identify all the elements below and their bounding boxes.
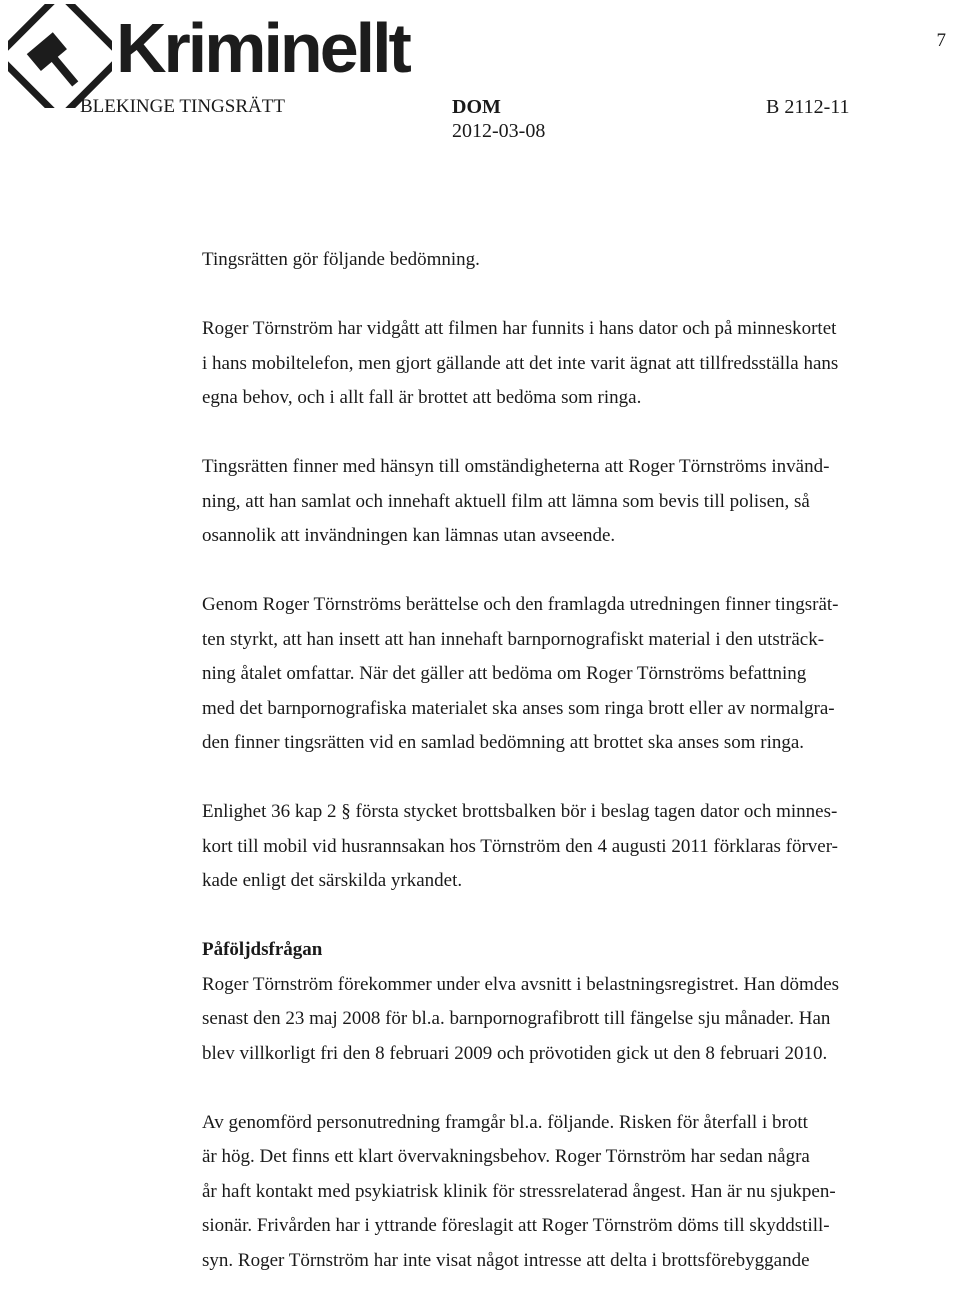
text-line: senast den 23 maj 2008 för bl.a. barnpornografibrott till fängelse sju månader. Han [202,1008,831,1029]
text-line: Genom Roger Törnströms berättelse och den framlagda utredningen finner tingsrät- [202,594,839,615]
text-line: blev villkorligt fri den 8 februari 2009 och prövotiden gick ut den 8 februari 2010. [202,1042,828,1064]
document-body [202,243,892,1278]
paragraph-2 [202,312,892,416]
text-line: Tingsrätten gör följande bedömning. [202,249,480,270]
text-line: kort till mobil vid husrannsakan hos Törnström den 4 augusti 2011 förklaras förver- [202,835,839,857]
paragraph-5 [202,795,892,899]
text-line: Tingsrätten finner med hänsyn till omständigheterna att Roger Törnströms invänd- [202,456,830,477]
kriminellt-logo [8,4,409,108]
text-line: sionär. Frivården har i yttrande föreslagit att Roger Törnström döms till skyddstill- [202,1215,830,1236]
text-line: med det barnpornografiska materialet ska anses som ringa brott eller av normalgra- [202,697,835,719]
header-date: 2012-03-08 [452,120,546,142]
text-line: egna behov, och i allt fall är brottet att bedöma som ringa. [202,387,642,408]
text-line: Enlighet 36 kap 2 § första stycket brottsbalken bör i beslag tagen dator och minnes- [202,801,838,822]
page-number: 7 [936,30,946,51]
text-line: är hög. Det finns ett klart övervakningsbehov. Roger Törnström har sedan några [202,1146,810,1167]
header-doc-type: DOM [452,96,501,118]
section-heading: Påföljdsfrågan [202,939,323,960]
text-line: osannolik att invändningen kan lämnas utan avseende. [202,525,616,546]
text-line: ning åtalet omfattar. När det gäller att bedöma om Roger Törnströms befattning [202,663,807,684]
text-line: syn. Roger Törnström har inte visat något intresse att delta i brottsförebyggande [202,1249,810,1271]
text-line: ten styrkt, att han insett att han innehaft barnpornografiskt material i den utsträck- [202,628,825,650]
paragraph-1 [202,243,892,278]
text-line: ning, att han samlat och innehaft aktuell film att lämna som bevis till polisen, så [202,490,810,512]
paragraph-3 [202,450,892,554]
text-line: Roger Törnström förekommer under elva avsnitt i belastningsregistret. Han dömdes [202,973,840,995]
header-court: BLEKINGE TINGSRÄTT [80,96,285,117]
text-line: år haft kontakt med psykiatrisk klinik för stressrelaterad ångest. Han är nu sjukpen- [202,1180,836,1202]
text-line: Av genomförd personutredning framgår bl.a. följande. Risken för återfall i brott [202,1111,808,1133]
text-line: kade enligt det särskilda yrkandet. [202,870,463,891]
paragraph-7 [202,1106,892,1279]
text-line: i hans mobiltelefon, men gjort gällande att det inte varit ägnat att tillfredsställa hans [202,352,839,374]
paragraph-4 [202,588,892,761]
logo-wordmark: Kriminellt [116,9,409,87]
text-line: Roger Törnström har vidgått att filmen har funnits i hans dator och på minneskortet [202,318,837,339]
header-case-number: B 2112-11 [766,96,850,118]
paragraph-6 [202,968,892,1072]
text-line: den finner tingsrätten vid en samlad bedömning att brottet ska anses som ringa. [202,732,805,753]
gavel-icon [8,4,112,108]
